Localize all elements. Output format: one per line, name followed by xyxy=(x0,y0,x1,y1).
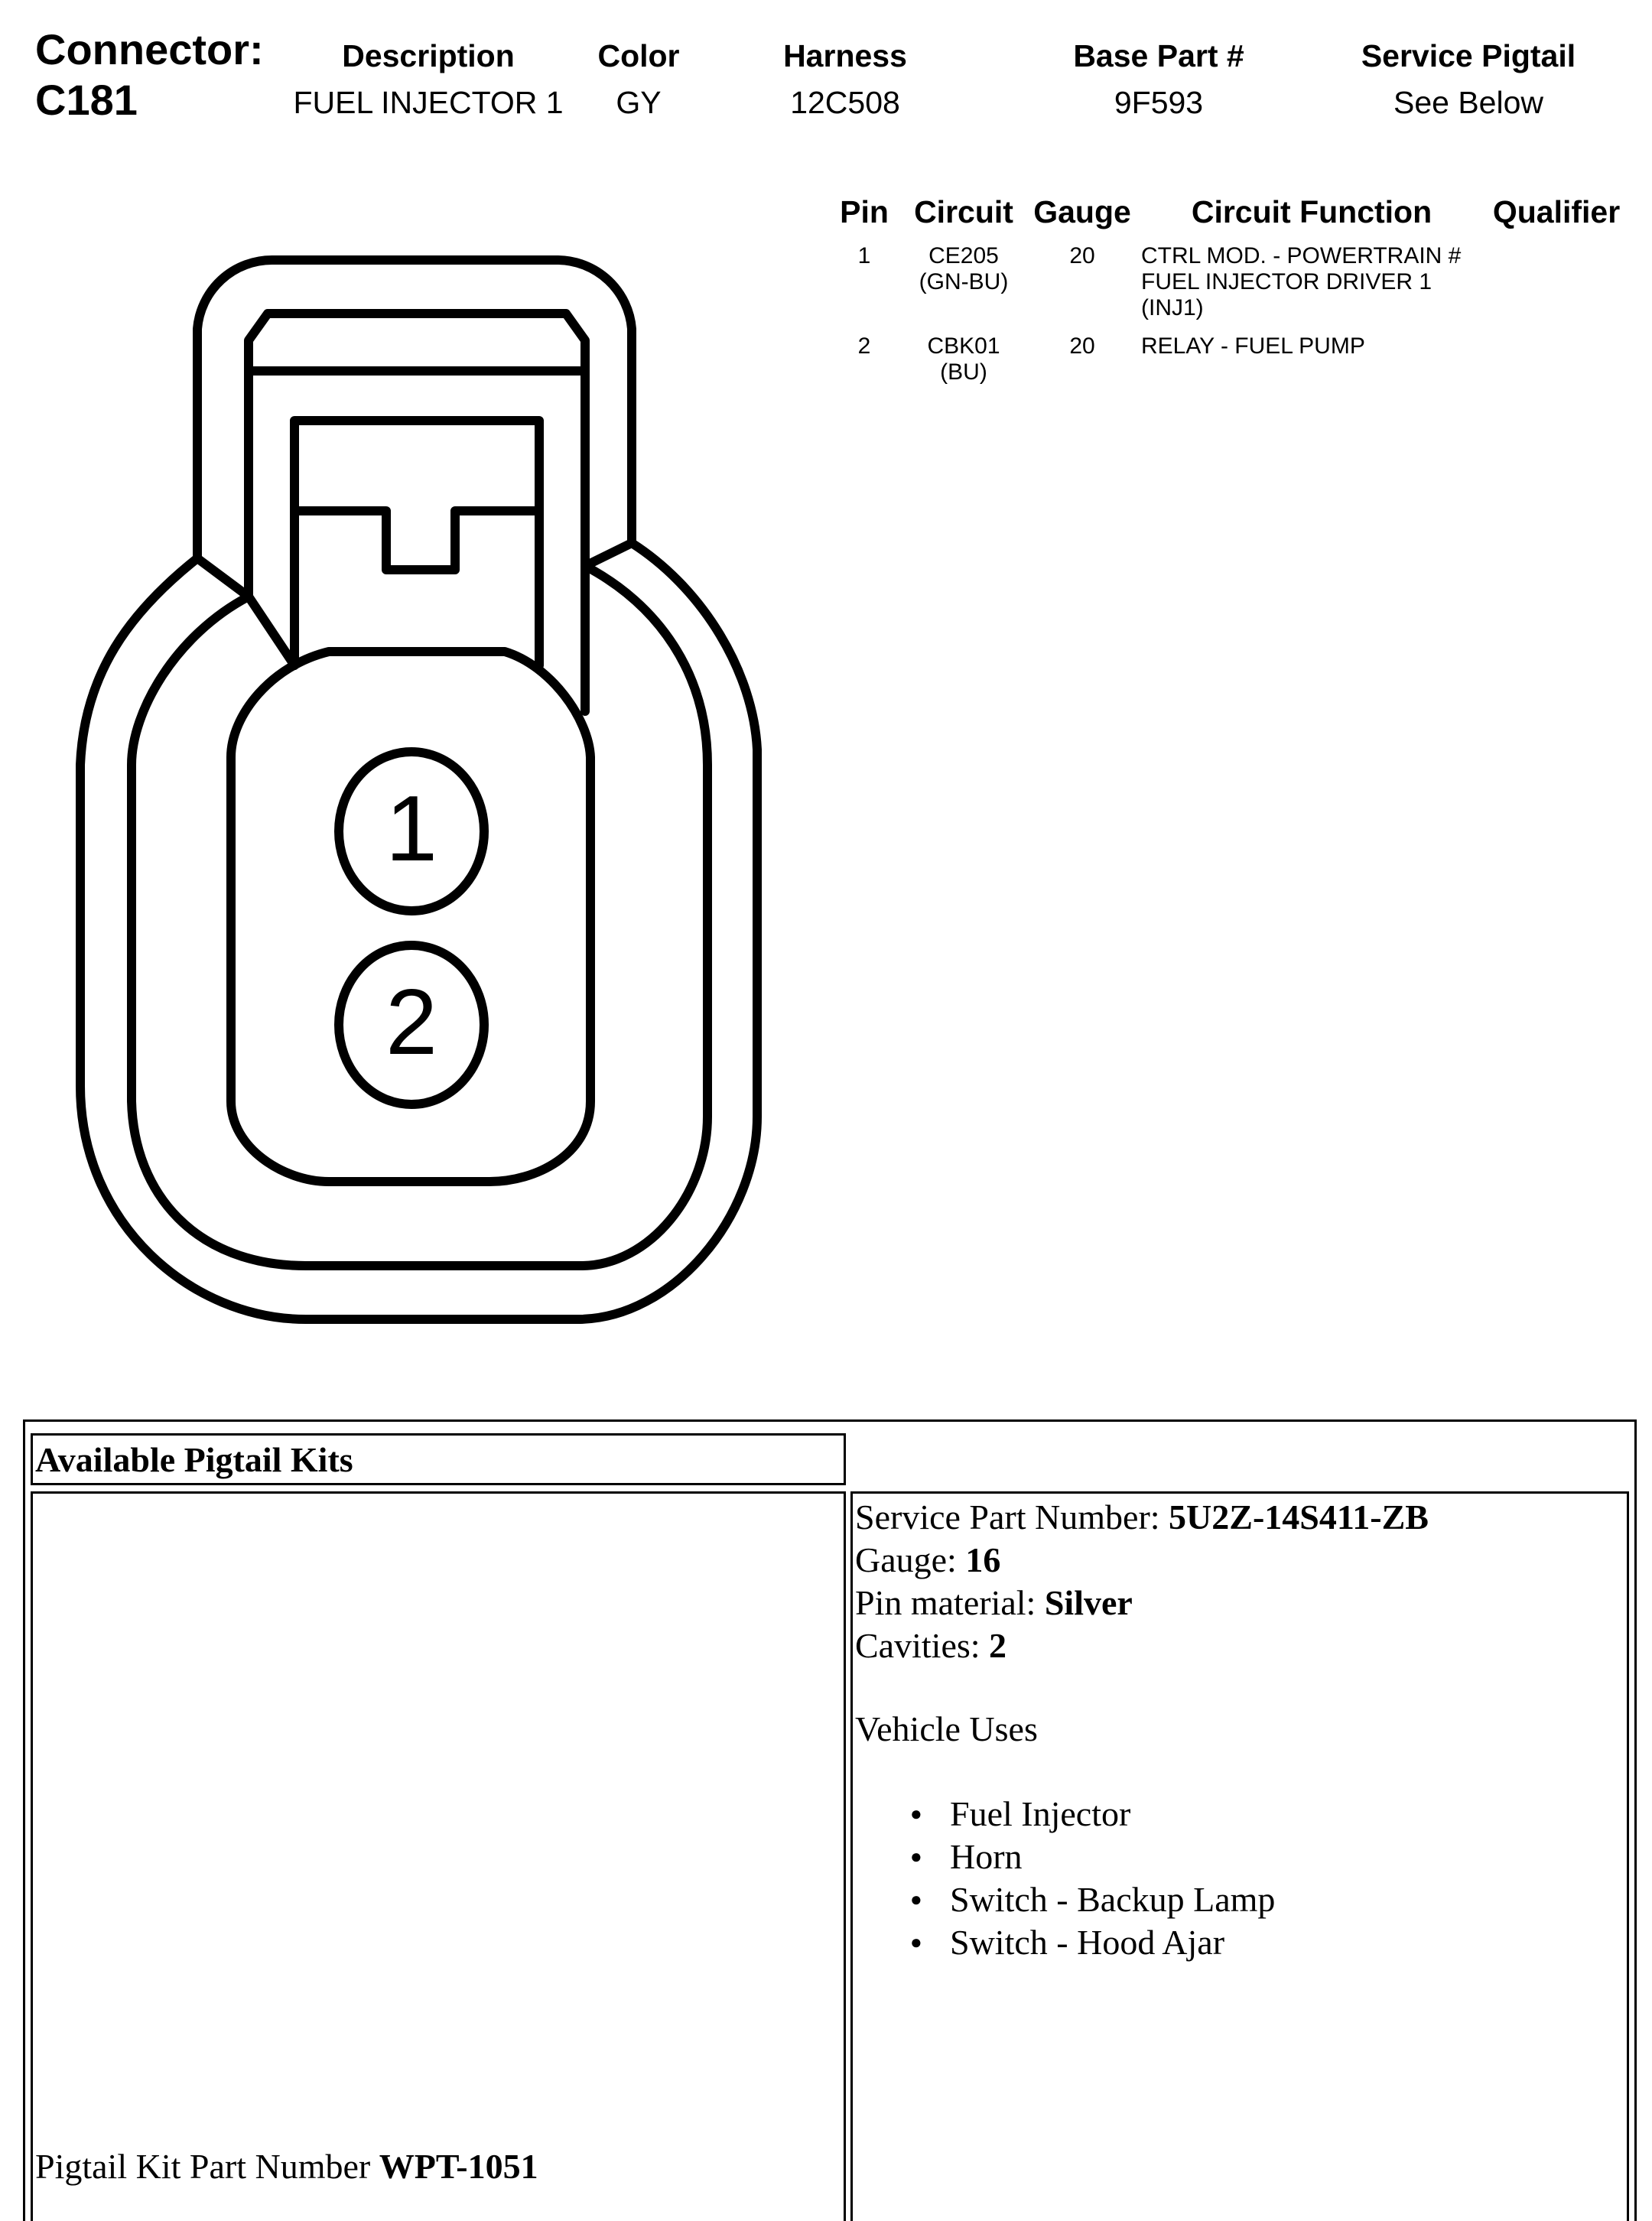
spec-label: Cavities: xyxy=(855,1626,990,1665)
pin-row-1-function-line-2: FUEL INJECTOR DRIVER 1 xyxy=(1141,269,1432,294)
pin-row-1-pin: 1 xyxy=(857,243,871,268)
pin-row-1-function-line-1: CTRL MOD. - POWERTRAIN # xyxy=(1141,243,1462,268)
spec-value: 2 xyxy=(989,1626,1007,1665)
pin-row-1-circuit: CE205 xyxy=(928,243,999,268)
pin-row-2-circuit-color: (BU) xyxy=(940,359,987,385)
header-heading-service-pigtail: Service Pigtail xyxy=(1361,38,1576,73)
cavity-1-label: 1 xyxy=(385,776,437,880)
header-heading-harness: Harness xyxy=(783,38,907,73)
spec-pin-material xyxy=(855,1582,1429,1624)
pin-header-gauge: Gauge xyxy=(1033,194,1131,229)
connector-label: Connector: xyxy=(35,25,264,73)
list-item: ● Switch - Hood Ajar xyxy=(910,1921,1275,1964)
pin-header-pin: Pin xyxy=(840,194,889,229)
header-value-description: FUEL INJECTOR 1 xyxy=(293,85,564,120)
spec-label: Pin material: xyxy=(855,1583,1045,1622)
header-heading-color: Color xyxy=(597,38,680,73)
pin-row-1-function-line-3: (INJ1) xyxy=(1141,295,1204,320)
vehicle-uses-title: Vehicle Uses xyxy=(855,1709,1038,1748)
cavity-2-label: 2 xyxy=(385,970,437,1074)
pin-row-1-circuit-color: (GN-BU) xyxy=(919,269,1009,294)
pin-row-2-pin: 2 xyxy=(857,333,871,359)
pigtail-kits-title: Available Pigtail Kits xyxy=(35,1440,353,1479)
pin-header-circuit: Circuit xyxy=(914,194,1013,229)
pin-row-2-function-line-1: RELAY - FUEL PUMP xyxy=(1141,333,1365,359)
pin-row-2-gauge: 20 xyxy=(1069,333,1095,359)
list-item: ● Fuel Injector xyxy=(910,1793,1275,1836)
connector-id: C181 xyxy=(35,76,138,124)
pin-row-2-circuit: CBK01 xyxy=(927,333,1000,359)
spec-service-part-number xyxy=(855,1496,1429,1539)
vehicle-uses-list xyxy=(910,1793,1275,1964)
pin-row-1-gauge: 20 xyxy=(1069,243,1095,268)
header-heading-base-part: Base Part # xyxy=(1073,38,1244,73)
connector-inner-shell xyxy=(132,566,707,1266)
pigtail-image-cell xyxy=(31,1491,846,2221)
spec-value: Silver xyxy=(1044,1583,1133,1622)
pin-header-function: Circuit Function xyxy=(1191,194,1432,229)
header-heading-description: Description xyxy=(342,38,515,73)
kit-part-label: Pigtail Kit Part Number xyxy=(35,2147,379,2186)
header-value-harness: 12C508 xyxy=(790,85,900,120)
kit-part-value: WPT-1051 xyxy=(379,2147,538,2186)
spec-value: 16 xyxy=(965,1540,1001,1579)
spec-label: Gauge: xyxy=(855,1540,966,1579)
header-value-service-pigtail: See Below xyxy=(1393,85,1543,120)
connector-latch-tab xyxy=(294,421,539,665)
pin-header-qualifier: Qualifier xyxy=(1492,194,1621,229)
spec-cavities xyxy=(855,1624,1429,1667)
list-item: ● Horn xyxy=(910,1836,1275,1878)
spec-label: Service Part Number: xyxy=(855,1497,1169,1536)
list-item: ● Switch - Backup Lamp xyxy=(910,1878,1275,1921)
spec-value: 5U2Z-14S411-ZB xyxy=(1169,1497,1429,1536)
pigtail-kit-part-number xyxy=(35,2146,538,2187)
header-value-color: GY xyxy=(616,85,662,120)
spec-gauge xyxy=(855,1539,1429,1582)
header-value-base-part: 9F593 xyxy=(1114,85,1204,120)
pigtail-spec-list xyxy=(855,1496,1429,1667)
